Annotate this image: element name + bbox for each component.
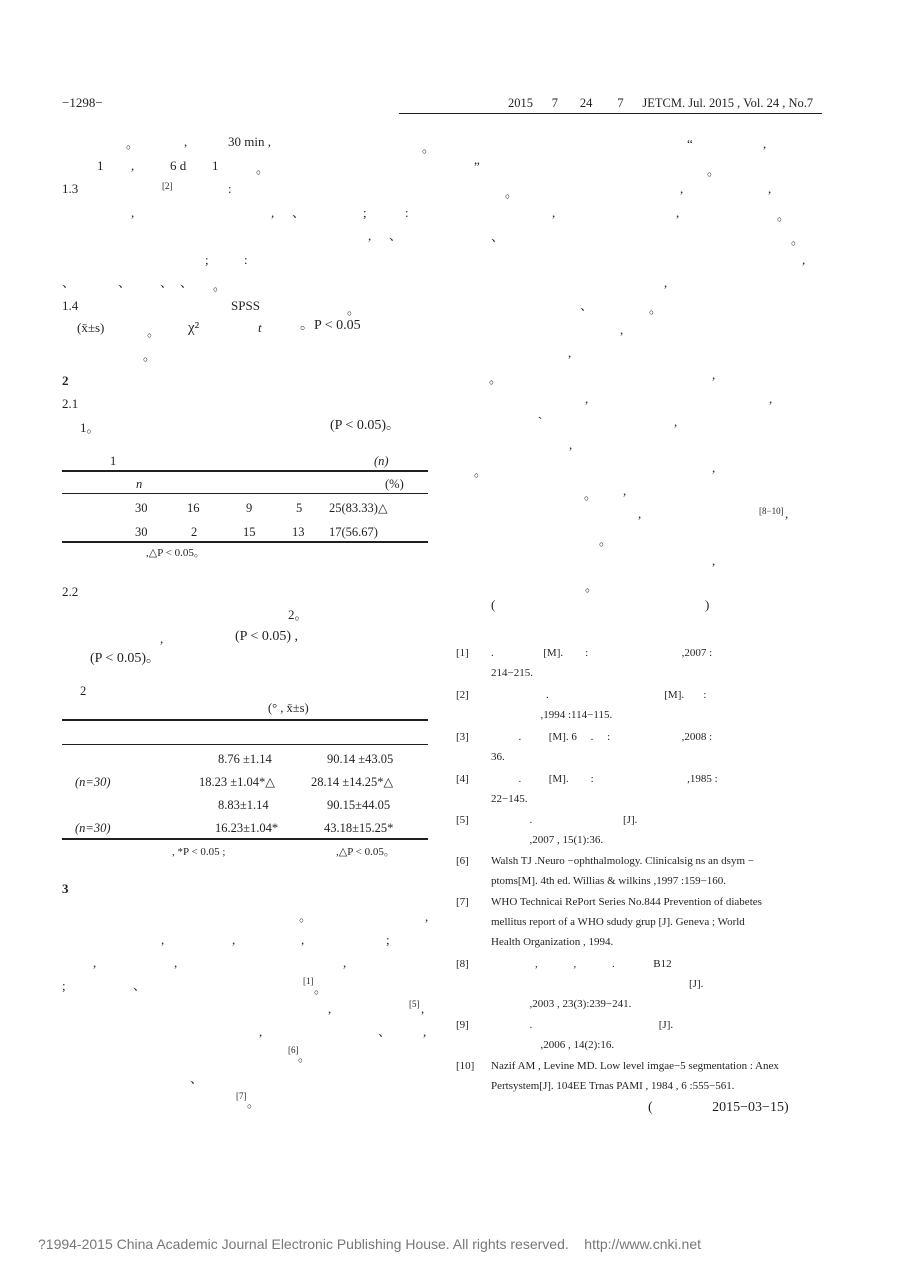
reference-number: [3] [456, 731, 469, 743]
punct: 、 [62, 275, 76, 290]
author-note-open: ( [491, 597, 496, 612]
table-cell: 8.76 ±1.14 [218, 752, 272, 766]
body-text: 6 d [170, 158, 187, 173]
reference-text: ,2003 , 23(3):239−241. [491, 998, 632, 1010]
section-number: 2 [62, 373, 69, 388]
table-note: ,△P < 0.05。 [336, 846, 395, 858]
t-test-symbol: t [258, 320, 262, 335]
section-number: 2.1 [62, 396, 79, 411]
section-number: 1.3 [62, 181, 79, 196]
table-cell: 43.18±15.25* [324, 821, 394, 835]
reference-text: ,2007 , 15(1):36. [491, 834, 604, 846]
table-cell: 15 [243, 525, 256, 539]
table-cell: 2 [191, 525, 198, 539]
punct: , [785, 506, 789, 521]
punct: , [425, 909, 429, 924]
table-note: ,△P < 0.05。 [146, 547, 205, 559]
punct: , [674, 414, 678, 429]
punct: , [343, 955, 347, 970]
reference-text: Nazif AM , Levine MD. Low level imgae−5 segmentation : Anex [491, 1060, 779, 1072]
table-cell: 30 [135, 525, 148, 539]
body-text: 1 [212, 158, 219, 173]
reference-text: . [J]. [491, 814, 638, 826]
table-cell: 25(83.33)△ [329, 501, 388, 515]
group-label: (n=30) [75, 821, 111, 835]
significance-threshold: 。P < 0.05 [300, 318, 361, 333]
reference-number: [6] [456, 855, 469, 867]
table-bottom-rule [62, 541, 428, 543]
punct: 、 [133, 978, 147, 993]
table-cell: 18.23 ±1.04*△ [199, 775, 275, 789]
punct: , [676, 205, 680, 220]
punct: , [161, 932, 165, 947]
table-cell: 90.14 ±43.05 [327, 752, 394, 766]
punct: , [769, 391, 773, 406]
reference-text: . [J]. [491, 1019, 674, 1031]
mean-sd-notation: (x̄±s) [77, 320, 105, 335]
table-top-rule [62, 470, 428, 472]
table-cell: 28.14 ±14.25*△ [311, 775, 394, 789]
punct: 。 [489, 371, 503, 386]
table-cell: 16.23±1.04* [215, 821, 279, 835]
punct: 。 [474, 464, 488, 479]
table-header: (%) [385, 477, 404, 491]
software-name: SPSS [231, 298, 260, 313]
citation: [1] [303, 976, 314, 986]
punct: 。 [505, 185, 519, 200]
punct: 。 [599, 533, 613, 548]
p-value-text: (P < 0.05)。 [90, 651, 160, 666]
punct: 。 [649, 301, 663, 316]
p-value-text: (P < 0.05) , [235, 629, 298, 644]
punct: , [712, 553, 716, 568]
punct: 、 [190, 1071, 204, 1086]
table-cell: 90.15±44.05 [327, 798, 391, 812]
punct: 。 [707, 163, 721, 178]
punct: 。 [298, 1049, 312, 1064]
table-caption: 1 [110, 454, 117, 468]
punct: , [259, 1024, 263, 1039]
table-cell: 8.83±1.14 [218, 798, 269, 812]
punct: 。 [777, 208, 791, 223]
punct: , [568, 345, 572, 360]
punct: , [712, 460, 716, 475]
table-header: n [136, 477, 143, 491]
table-note: , *P < 0.05 ; [172, 846, 226, 858]
table-header-rule [62, 493, 428, 494]
punct: , [768, 181, 772, 196]
punct: “ [687, 136, 693, 151]
punct: , [131, 205, 135, 220]
reference-text: ,1994 :114−115. [491, 709, 613, 721]
punct: 、 [378, 1024, 392, 1039]
punct: ; [386, 932, 390, 947]
punct: ; [62, 978, 66, 993]
punct: , [174, 955, 178, 970]
punct: , [301, 932, 305, 947]
punct: , [638, 506, 642, 521]
reference-text: Pertsystem[J]. 104EE Trnas PAMI , 1984 , 6 :555−561. [491, 1080, 735, 1092]
punct: 、 [180, 275, 194, 290]
punct: : [244, 252, 248, 267]
punct: 。 [147, 324, 161, 339]
punct: , [93, 955, 97, 970]
reference-text: ptoms[M]. 4th ed. Willias & wilkins ,1997 :159−160. [491, 875, 727, 887]
table-cell: 5 [296, 501, 303, 515]
punct: 、 [491, 229, 505, 244]
received-date: ( 2015−03−15) [648, 1100, 789, 1115]
citation: [5] [409, 999, 420, 1009]
citation: [6] [288, 1045, 299, 1055]
punct: : [228, 181, 232, 196]
punct: 。 [256, 161, 270, 176]
reference-text: mellitus report of a WHO sdudy grup [J]. Geneva ; World [491, 916, 745, 928]
punct: 、 [292, 205, 306, 220]
p-value-text: (P < 0.05)。 [330, 418, 400, 433]
punct: , [328, 1001, 332, 1016]
punct: , [763, 136, 767, 151]
reference-text: [J]. [491, 978, 704, 990]
copyright-footer: ?1994-2015 China Academic Journal Electronic Publishing House. All rights reserved. http://www.cnki.net [38, 1236, 702, 1252]
punct: , [664, 275, 668, 290]
author-note-close: ) [705, 597, 710, 612]
reference-text: . [M]. : ,2007 : [491, 647, 713, 659]
punct: , [131, 158, 135, 173]
citation: [2] [162, 181, 173, 191]
reference-text: . [M]. : ,1985 : [491, 773, 718, 785]
reference-text: Health Organization , 1994. [491, 936, 614, 948]
punct: 。 [213, 278, 227, 293]
table-cell: 17(56.67) [329, 525, 378, 539]
punct: 。 [422, 140, 436, 155]
page-number: −1298− [62, 95, 103, 110]
punct: , [421, 1001, 425, 1016]
punct: 。 [791, 232, 805, 247]
table-cell: 13 [292, 525, 305, 539]
punct: , [232, 932, 236, 947]
reference-number: [2] [456, 689, 469, 701]
duration-text: 30 min , [228, 134, 271, 149]
punct: , [552, 205, 556, 220]
punct: , [160, 631, 164, 646]
punct: 。 [247, 1095, 261, 1110]
punct: ; [205, 252, 209, 267]
punct: 、 [160, 275, 174, 290]
journal-header: 2015 7 24 7 JETCM. Jul. 2015 , Vol. 24 , No.7 [508, 96, 814, 110]
reference-text: ,2006 , 14(2):16. [491, 1039, 615, 1051]
reference-text: , , . B12 [491, 958, 672, 970]
table-reference: 1。 [80, 420, 100, 435]
table-top-rule [62, 719, 428, 721]
punct: , [585, 391, 589, 406]
punct: ` [538, 414, 543, 429]
punct: 、 [389, 228, 403, 243]
reference-number: [9] [456, 1019, 469, 1031]
punct: , [423, 1024, 427, 1039]
section-number: 2.2 [62, 584, 79, 599]
citation: [7] [236, 1091, 247, 1101]
table-cell: 30 [135, 501, 148, 515]
reference-text: . [M]. 6 . : ,2008 : [491, 731, 713, 743]
punct: , [184, 134, 188, 149]
reference-number: [4] [456, 773, 469, 785]
table-unit: (n) [374, 454, 389, 468]
punct: 。 [143, 348, 157, 363]
section-number: 3 [62, 881, 69, 896]
reference-number: [8] [456, 958, 469, 970]
table-cell: 9 [246, 501, 253, 515]
citation: [8−10] [759, 506, 784, 516]
table-reference: 2。 [288, 607, 308, 622]
section-number: 1.4 [62, 298, 79, 313]
reference-number: [10] [456, 1060, 475, 1072]
reference-text: 22−145. [491, 793, 528, 805]
table-unit: (° , x̄±s) [268, 701, 309, 715]
punct: , [623, 483, 627, 498]
punct: 、 [580, 298, 594, 313]
chi-square-symbol: χ² [188, 320, 200, 336]
punct: 。 [126, 136, 140, 151]
punct: 。 [585, 579, 599, 594]
group-label: (n=30) [75, 775, 111, 789]
reference-text: 214−215. [491, 667, 533, 679]
table-cell: 16 [187, 501, 200, 515]
reference-text: WHO Technicai RePort Series No.844 Prevention of diabetes [491, 896, 762, 908]
punct: 、 [118, 275, 132, 290]
reference-text: Walsh TJ .Neuro −ophthalmology. Clinicalsig ns an dsym − [491, 855, 754, 867]
punct: , [569, 437, 573, 452]
punct: 。 [314, 981, 328, 996]
punct: , [620, 322, 624, 337]
table-caption: 2 [80, 684, 87, 698]
reference-text: . [M]. : [491, 689, 707, 701]
punct: ; [363, 205, 367, 220]
table-header-rule [62, 744, 428, 745]
reference-number: [5] [456, 814, 469, 826]
punct: ” [474, 159, 480, 174]
reference-text: 36. [491, 751, 505, 763]
punct: : [405, 205, 409, 220]
header-rule [399, 113, 822, 114]
punct: , [271, 205, 275, 220]
reference-number: [1] [456, 647, 469, 659]
reference-number: [7] [456, 896, 469, 908]
punct: , [368, 228, 372, 243]
punct: , [802, 252, 806, 267]
punct: , [680, 181, 684, 196]
punct: , [712, 367, 716, 382]
body-text: 1 [97, 158, 104, 173]
punct: 。 [299, 909, 313, 924]
punct: 。 [584, 487, 598, 502]
table-bottom-rule [62, 838, 428, 840]
punct: 。 [347, 302, 361, 317]
